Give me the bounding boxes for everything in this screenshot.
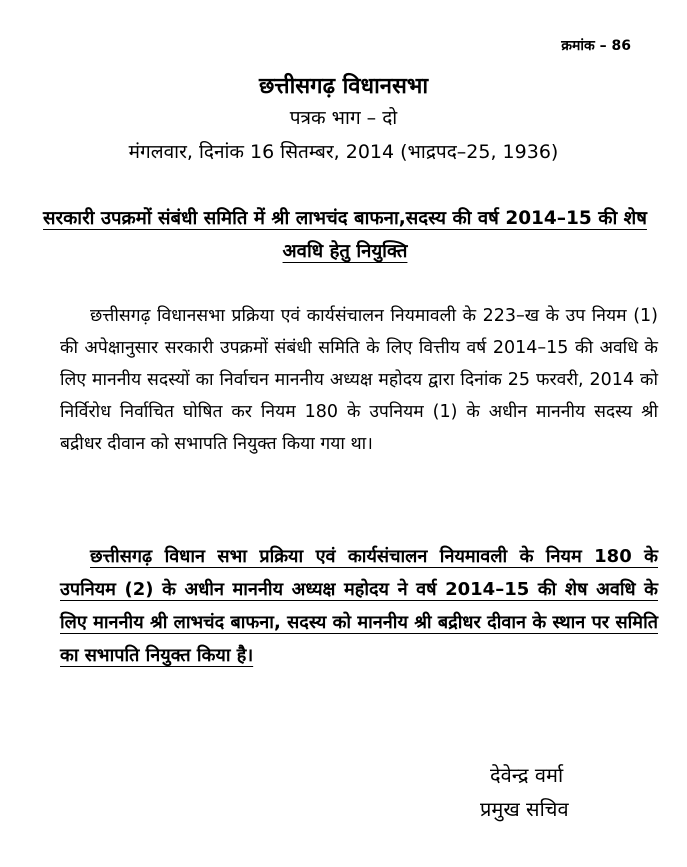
body-paragraph-first: छत्तीसगढ़ विधानसभा प्रक्रिया एवं कार्यसंचालन नियमावली के 223–ख के उप नियम (1) की अपेक्षानुसार सरकारी उपक्रमों संबंधी समिति के लिए वित्तीय वर्ष 2014–15 की अवधि के लिए माननीय सदस्यों का निर्वाचन माननीय अध्यक्ष महोदय द्वारा दिनांक 25 फरवरी, 2014 को निर्विरोध निर्वाचित घोषित कर नियम 180 के उपनियम (1) के अधीन माननीय सदस्य श्री बद्रीधर दीवान को सभापति नियुक्त किया गया था। <box>60 306 658 454</box>
signatory-designation: प्रमुख सचिव <box>480 797 569 821</box>
signature-block <box>460 758 660 826</box>
bulletin-date: मंगलवार, दिनांक 16 सितम्बर, 2014 (भाद्रपद–25, 1936) <box>128 141 559 163</box>
body-paragraph-second: छत्तीसगढ़ विधान सभा प्रक्रिया एवं कार्यसंचालन नियमावली के नियम 180 के उपनियम (2) के अधीन माननीय अध्यक्ष महोदय ने वर्ष 2014–15 की शेष अवधि के लिए माननीय श्री लाभचंद बाफना, सदस्य को माननीय श्री बद्रीधर दीवान के स्थान पर समिति का सभापति नियुक्त किया है। <box>60 546 658 666</box>
signatory-name: देवेन्द्र वर्मा <box>490 763 564 787</box>
subject-heading: सरकारी उपक्रमों संबंधी समिति में श्री लाभचंद बाफना,सदस्य की वर्ष 2014–15 की शेष अवधि हेतु नियुक्ति <box>43 208 647 262</box>
bulletin-part: पत्रक भाग – दो <box>289 107 398 129</box>
assembly-title: छत्तीसगढ़ विधानसभा <box>258 74 429 99</box>
serial-number: क्रमांक – 86 <box>561 38 631 54</box>
